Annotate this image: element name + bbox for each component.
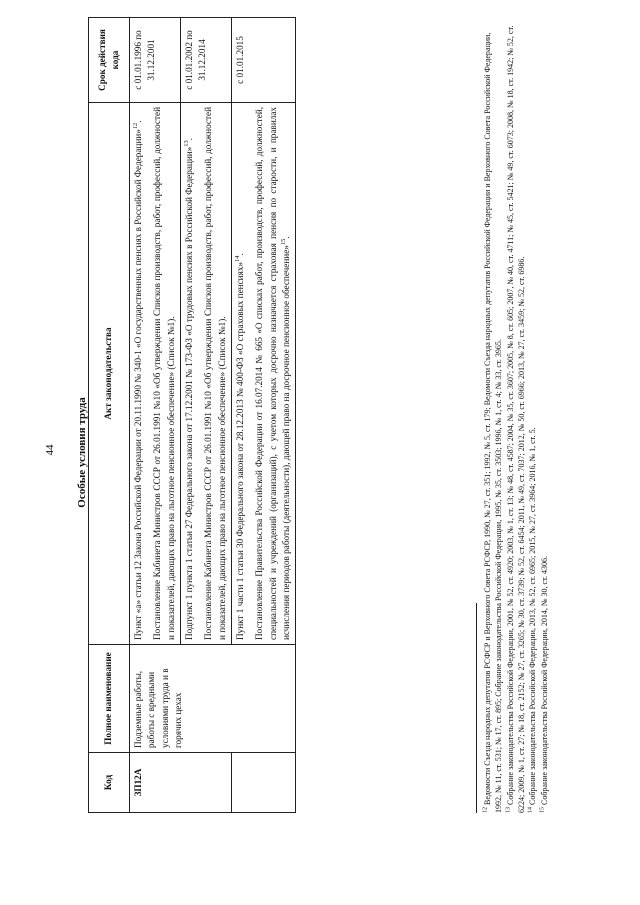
footnote-ref: 13 <box>182 140 190 147</box>
act-paragraph <box>132 107 145 640</box>
footnote <box>539 18 550 813</box>
act-tail: . <box>281 236 292 239</box>
header-act: Акт законодательства <box>89 103 130 645</box>
act-paragraph <box>253 107 293 640</box>
act-tail: . <box>133 120 143 123</box>
table-header-row <box>89 18 130 813</box>
act-text: Подпункт 1 пункта 1 статьи 27 Федерального закона от 17.12.2001 № 173-ФЗ «О трудовых пенсиях в Российской Федерации» <box>184 146 195 640</box>
cell-period: с 01.01.2002 по 31.12.2014 <box>181 18 232 103</box>
footnote <box>527 18 538 813</box>
page-number: 44 <box>44 444 56 456</box>
cell-act <box>232 103 296 645</box>
cell-code: ЗП12А <box>130 753 232 813</box>
cell-period: с 01.01.2015 <box>232 18 296 103</box>
footnote-number: 14 <box>527 807 534 813</box>
act-paragraph: Постановление Кабинета Министров СССР от 26.01.1991 №10 «Об утверждении Списков производств, работ, профессий, должностей и показателей, дающих право на льготное пенсионное обеспечение» (Список №1). <box>152 107 176 640</box>
legislation-table <box>88 17 296 813</box>
footnote-ref: 12 <box>131 122 139 130</box>
cell-act <box>130 103 181 645</box>
footnote-separator <box>476 603 477 813</box>
footnote-number: 13 <box>505 807 512 813</box>
act-text: Пункт «а» статьи 12 Закона Российской Федерации от 20.11.1990 № 340-1 «О государственных пенсиях в Российской Федерации» <box>133 129 143 640</box>
cell-period: с 01.01.1996 по 31.12.2001 <box>130 18 181 103</box>
header-period: Срок действия кода <box>89 18 130 103</box>
act-text: Пункт 1 части 1 статьи 30 Федерального закона от 28.12.2013 № 400-ФЗ «О страховых пенсиях» <box>235 261 246 640</box>
page-title: Особые условия труда <box>76 397 88 508</box>
footnote-text: Собрание законодательства Российской Федерации, 2001, № 52, ст. 4920; 2003, № 1, ст. 13; № 48, ст. 4587; 2004, № 35, ст. 3607; 2005, № 8, ст. 605; 2007, № 40, ст. 4711; № 45, ст. 5421; № 49, ст. 6073; 2008, № 18, ст. 1942; № 52, ст. 6224; 2009, № 1, ст. 27; № 18, ст. 2152; № 27, ст. 3265; № 30, ст. 3739; № 52, ст. 6454; 2011, № 49, ст. 7037; 2012, № 50, ст. 6966; 2013, № 27, ст. 3459; № 52, ст. 6986. <box>505 25 527 813</box>
footnote-ref: 14 <box>234 255 241 262</box>
footnote-text: Ведомости Съезда народных депутатов РСФСР и Верховного Совета РСФСР, 1990, № 27, ст. 351; 1992, № 5, ст. 179; Ведомости Съезда народных депутатов Российской Федерации и Верховного Совета Российской Федерации, 1992, № 11, ст. 531; № 17, ст. 895; Собрание законодательства Российской Федерации, 1995, № 35, ст. 3503; 1996, № 1, ст. 4; № 33, ст. 3965. <box>483 32 504 813</box>
cell-full-name: Подземные работы, работы с вредными условиями труда и в горячих цехах <box>130 645 296 753</box>
footnotes <box>482 18 550 813</box>
act-text: Постановление Правительства Российской Федерации от 16.07.2014 № 665 «О списках работ, производств, профессий, должностей, специальностей и учреждений (организаций), с учетом которых досрочно назначается страховая пенсия по старости, и правилах исчисления периодов работы (деятельности), дающей право на досрочное пенсионное обеспечение» <box>254 107 292 640</box>
act-tail: . <box>184 137 195 141</box>
act-tail: . <box>235 253 246 256</box>
footnote-number: 12 <box>482 807 489 813</box>
footnote-number: 15 <box>539 807 546 813</box>
header-code: Код <box>89 753 130 813</box>
header-full-name: Полное наименование <box>89 645 130 753</box>
act-paragraph: Постановление Кабинета Министров СССР от 26.01.1991 №10 «Об утверждении Списков производств, работ, профессий, должностей и показателей, дающих право на льготное пенсионное обеспечение» (Список №1). <box>203 107 227 640</box>
footnote <box>505 18 528 813</box>
footnote-text: Собрание законодательства Российской Федерации, 2014, № 30, ст. 4306. <box>539 556 549 805</box>
act-paragraph <box>234 107 247 640</box>
footnote-text: Собрание законодательства Российской Федерации, 2013, № 52, ст. 6965; 2015, № 27, ст. 3964; 2016, № 1, ст. 5. <box>528 427 538 805</box>
table-row <box>130 18 181 813</box>
footnote-ref: 15 <box>280 238 288 246</box>
cell-act <box>181 103 232 645</box>
footnote <box>482 18 505 813</box>
act-paragraph <box>183 107 196 640</box>
cell-code <box>232 753 296 813</box>
